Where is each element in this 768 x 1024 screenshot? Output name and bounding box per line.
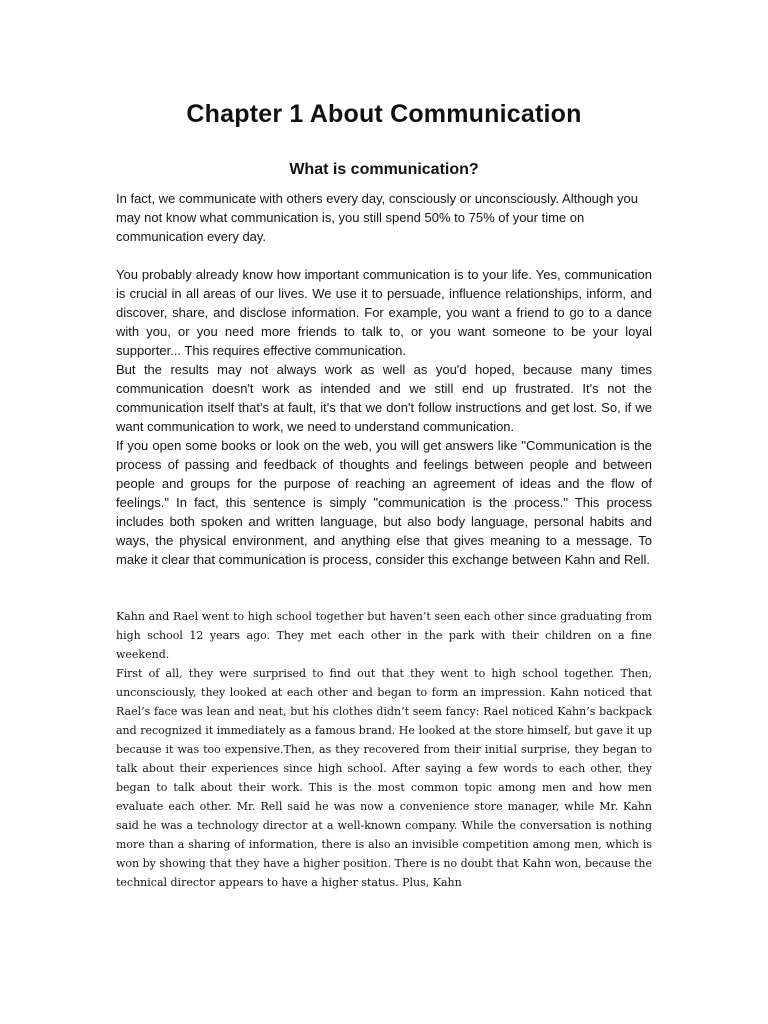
intro-paragraph: In fact, we communicate with others every day, consciously or unconsciously. Although you may not know what communication is, you still spend 50% to 75% of your time on communication every day.: [116, 191, 638, 244]
body-paragraph: If you open some books or look on the web, you will get answers like "Communication is the process of passing and feedback of thoughts and feelings between people and between people and groups for the purpose of reaching an agreement of ideas and the flow of feelings." In fact, this sentence is simply "communication is the process." This process includes both spoken and written language, but also body language, personal habits and ways, the physical environment, and anything else that gives meaning to a message. To make it clear that communication is process, consider this exchange between Kahn and Rell.: [116, 438, 652, 567]
story-paragraph: First of all, they were surprised to find out that they went to high school together. Then, unconsciously, they looked at each other and began to form an impression. Kahn noticed that Rael’s face was lean and neat, but his clothes didn’t seem fancy: Rael noticed Kahn’s backpack and recognized it immediately as a famous brand. He looked at the store himself, but gave it up because it was too expensive.Then, as they recovered from their initial surprise, they began to talk about their experiences since high school. After saying a few words to each other, they began to talk about their work. This is the most common topic among men and how men evaluate each other. Mr. Rell said he was now a convenience store manager, while Mr. Kahn said he was a technology director at a well-known company. While the conversation is nothing more than a sharing of information, there is also an invisible competition among men, which is won by showing that they have a higher position. There is no doubt that Kahn won, because the technical director appears to have a higher status. Plus, Kahn: [116, 667, 652, 889]
story-section: [116, 607, 652, 892]
body-paragraph: You probably already know how important communication is to your life. Yes, communication is crucial in all areas of our lives. We use it to persuade, influence relationships, inform, and discover, share, and disclose information. For example, you want a friend to go to a dance with you, or you need more friends to talk to, or you want someone to be your loyal supporter... This requires effective communication.: [116, 267, 652, 358]
body-section: [116, 265, 652, 569]
body-paragraph: But the results may not always work as well as you'd hoped, because many times communication doesn't work as intended and we still end up frustrated. It's not the communication itself that's at fault, it's that we don't follow instructions and get lost. So, if we want communication to work, we need to understand communication.: [116, 362, 652, 434]
section-title: What is communication?: [289, 161, 479, 178]
chapter-title: Chapter 1 About Communication: [186, 100, 582, 128]
intro-section: [116, 189, 652, 246]
story-paragraph: Kahn and Rael went to high school together but haven’t seen each other since graduating from high school 12 years ago. They met each other in the park with their children on a fine weekend.: [116, 610, 652, 661]
